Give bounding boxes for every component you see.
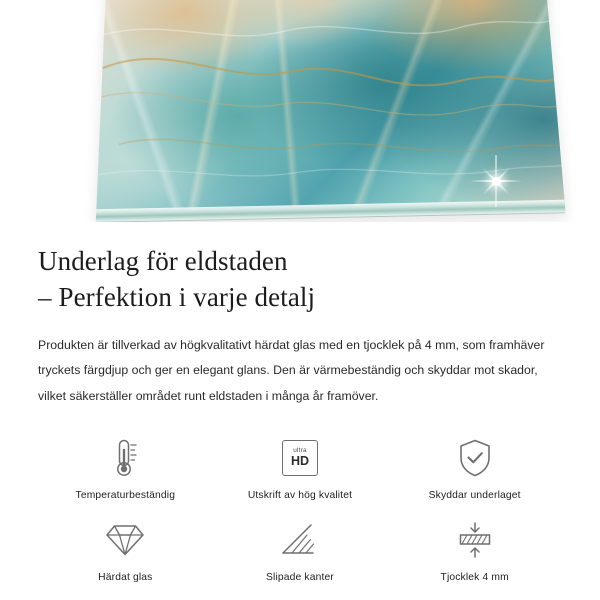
shield-check-icon [456,435,494,481]
description-paragraph: Produkten är tillverkad av högkvalitativt härdat glas med en tjocklek på 4 mm, som framhäver tryckets färgdjup och ger en elegant glans. Den är värmebeständig och skyddar mot skador, vilket säkerställer området runt eldstaden i många år framöver. [38,338,545,403]
ultra-hd-icon [282,435,318,481]
feature-item [38,517,213,583]
content-area [0,244,600,583]
feature-item [387,435,562,501]
gold-vein-overlay [96,0,566,222]
ultra-hd-badge-top: ultra [293,446,307,454]
headline-line-1: Underlag för eldstaden [38,246,288,276]
feature-label: Utskrift av hög kvalitet [247,489,353,501]
glass-panel-image [96,0,566,222]
feature-label: Temperaturbeständig [75,489,176,501]
feature-item [213,435,388,501]
thickness-icon [454,517,496,563]
feature-item [387,517,562,583]
headline-line-2: – Perfektion i varje detalj [38,281,316,312]
feature-label: Härdat glas [98,571,153,583]
hero-image [0,0,600,222]
diamond-icon [104,517,146,563]
feature-grid [38,435,562,583]
page-title [38,244,562,315]
ultra-hd-badge-main: HD [290,454,310,469]
feature-label: Tjocklek 4 mm [440,571,509,583]
polished-edges-icon [279,517,321,563]
feature-label: Slipade kanter [266,571,334,583]
thermometer-icon [105,435,145,481]
feature-item [38,435,213,501]
feature-label: Skyddar underlaget [428,489,521,501]
feature-item [213,517,388,583]
